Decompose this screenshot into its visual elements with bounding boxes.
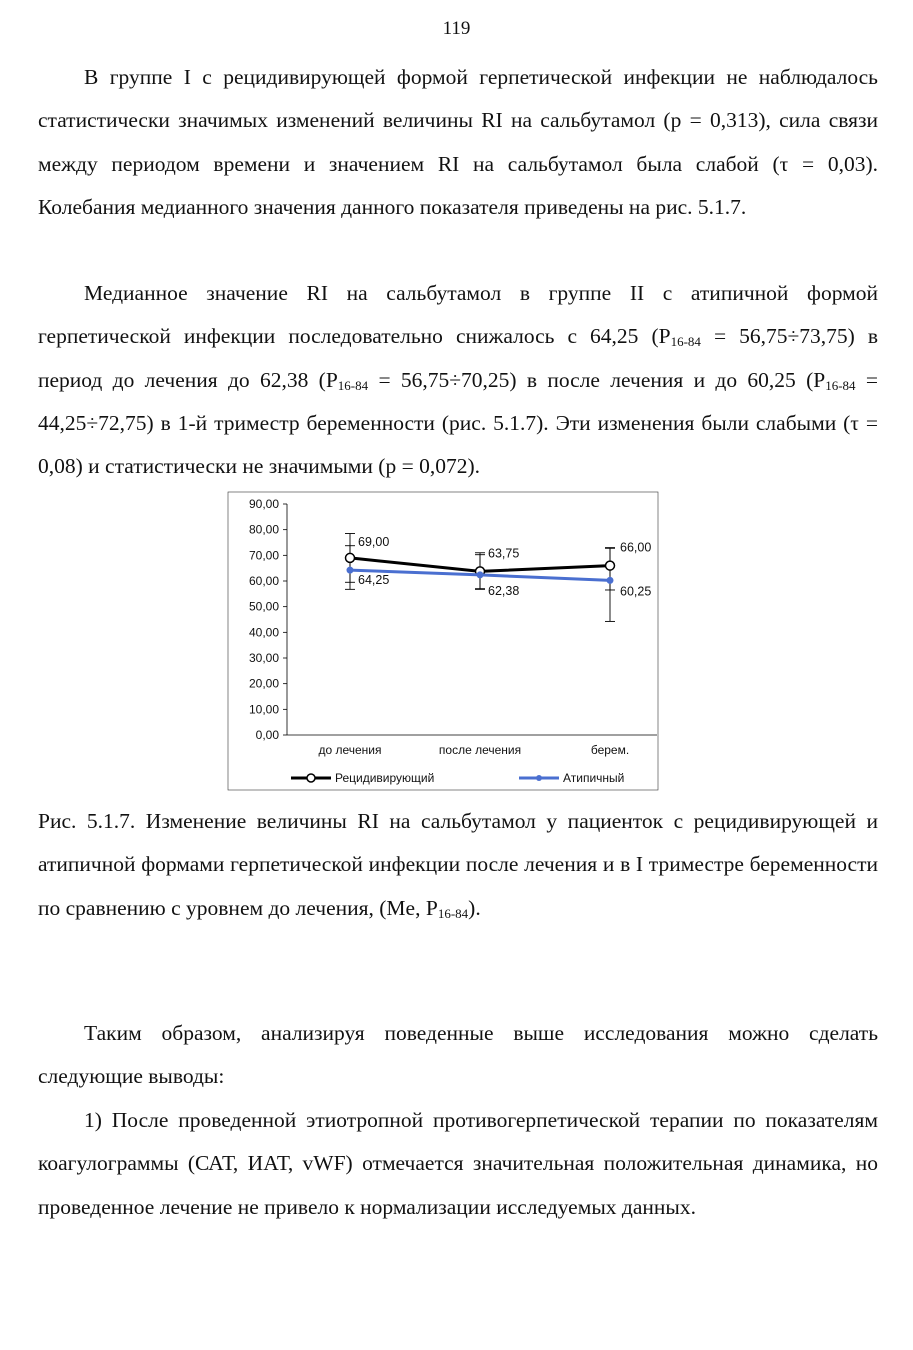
legend-label: Рецидивирующий	[335, 771, 435, 785]
p2-text-b: = 56,75÷73,75) в период до лечения до 62,38 (P	[38, 324, 878, 392]
y-tick-label: 50,00	[248, 599, 279, 614]
p2-subscript-3: 16-84	[825, 377, 856, 393]
y-tick-label: 0,00	[255, 728, 279, 742]
caption-subscript: 16-84	[437, 905, 469, 921]
y-tick-label: 90,00	[248, 497, 279, 511]
legend-label: Атипичный	[563, 771, 625, 785]
data-point-atypical	[607, 577, 613, 583]
figure-caption	[38, 800, 878, 930]
page-number: 119	[442, 18, 471, 39]
ri-salbutamol-chart	[225, 490, 665, 795]
data-label: 66,00	[620, 540, 652, 555]
y-tick-label: 70,00	[248, 548, 279, 563]
y-tick-label: 20,00	[248, 676, 279, 691]
data-label: 69,00	[358, 534, 390, 549]
data-point-recurrent	[606, 561, 615, 570]
x-tick-label: после лечения	[438, 743, 522, 757]
data-label: 64,25	[358, 573, 390, 588]
data-label: 60,25	[620, 584, 652, 599]
data-point-recurrent	[346, 553, 355, 562]
p2-text-c: = 56,75÷70,25) в после лечения и до 60,25 (P	[368, 367, 826, 392]
paragraph-conclusion-intro: Таким образом, анализируя поведенные выше исследования можно сделать следующие выводы:	[38, 1021, 878, 1089]
data-point-atypical	[347, 567, 353, 573]
y-tick-label: 60,00	[248, 574, 279, 588]
caption-text-a: Рис. 5.1.7. Изменение величины RI на сальбутамол у пациенток с рецидивирующей и атипичной формами герпетической инфекции после лечения и в I триместре беременности по сравнению с уровнем до лечения, (Me, P	[38, 809, 878, 920]
p2-text-d: = 44,25÷72,75) в 1-й триместр беременности (рис. 5.1.7). Эти изменения были слабыми (τ = 0,08) и статистически не значимыми (p = 0,072).	[38, 367, 878, 479]
caption-text-b: ).	[468, 895, 481, 920]
legend-marker-1	[536, 775, 542, 781]
y-tick-label: 80,00	[248, 522, 279, 537]
y-tick-label: 10,00	[248, 702, 279, 717]
p2-text-a: Медианное значение RI на сальбутамол в группе II с атипичной формой герпетической инфекции последовательно снижалось с 64,25 (P	[38, 281, 878, 349]
paragraph-group-2	[38, 272, 878, 488]
legend-marker-0	[307, 774, 315, 782]
y-tick-label: 40,00	[248, 625, 279, 640]
data-point-atypical	[477, 572, 483, 578]
data-label: 62,38	[488, 583, 520, 598]
x-tick-label: до лечения	[318, 743, 382, 757]
p2-subscript-2: 16-84	[337, 377, 369, 393]
x-tick-label: берем.	[590, 743, 630, 757]
data-label: 63,75	[488, 546, 520, 561]
paragraph-group-1: В группе I с рецидивирующей формой герпетической инфекции не наблюдалось статистически значимых изменений величины RI на сальбутамол (p = 0,313), сила связи между периодом времени и значением RI на сальбутамол была слабой (τ = 0,03). Колебания медианного значения данного показателя приведены на рис. 5.1.7.	[38, 65, 878, 219]
p2-subscript-1: 16-84	[670, 334, 701, 350]
y-tick-label: 30,00	[248, 651, 279, 665]
conclusion-item-1: 1) После проведенной этиотропной противогерпетической терапии по показателям коагулограммы (САТ, ИАТ, vWF) отмечается значительная положительная динамика, но проведенное лечение не привело к нормализации исследуемых данных.	[38, 1108, 878, 1219]
